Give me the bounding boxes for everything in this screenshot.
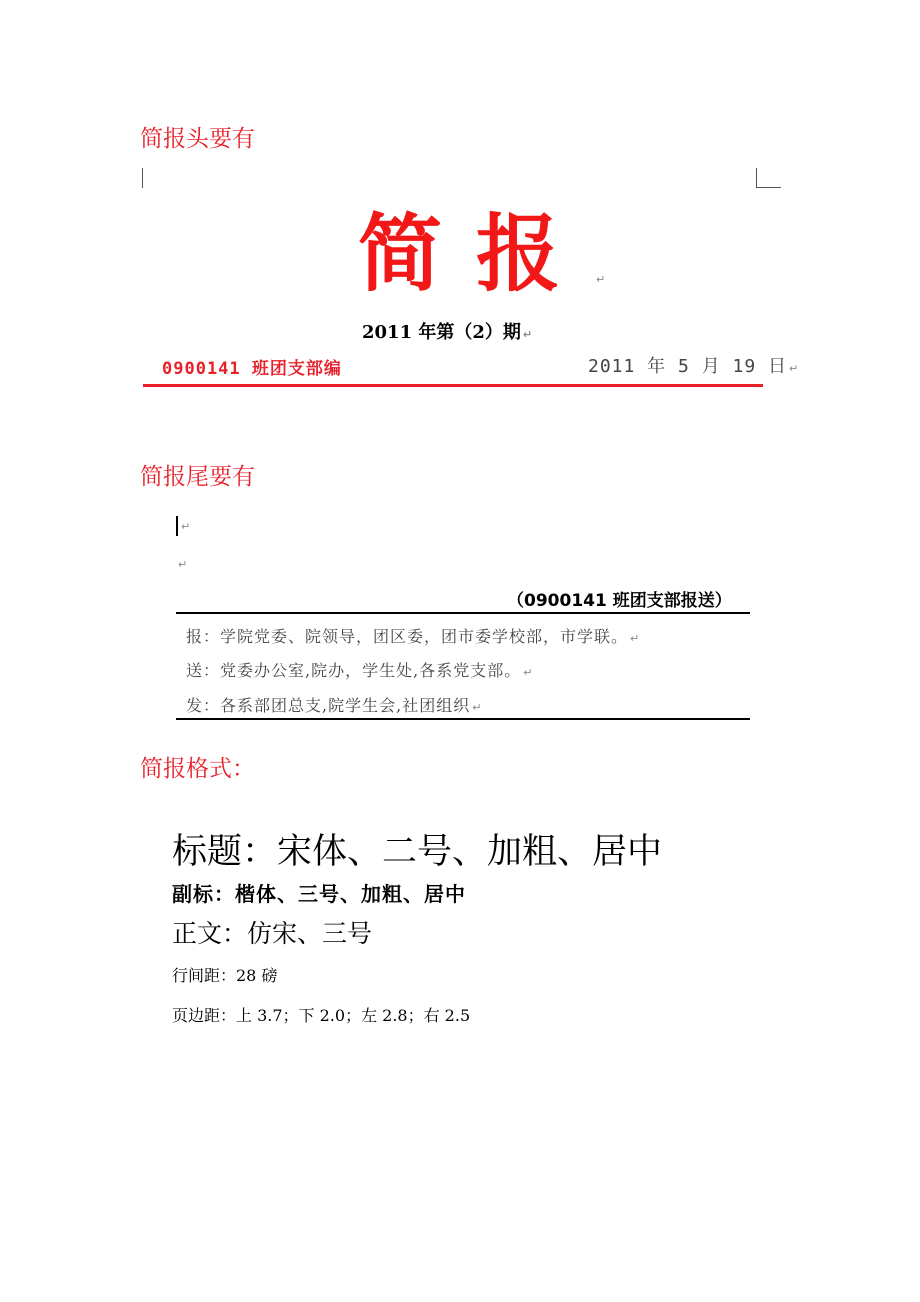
section-heading-format: 简报格式：	[140, 756, 255, 782]
row-text: 党委办公室,院办，学生处,各系党支部。	[220, 661, 522, 680]
format-title-spec: 标题：宋体、二号、加粗、居中	[172, 832, 663, 872]
masthead-title: 简报 ↵	[358, 205, 606, 303]
row-text: 各系部团总支,院学生会,社团组织	[220, 696, 471, 715]
text-cursor[interactable]	[176, 516, 178, 536]
format-page-margins: 页边距：上 3.7；下 2.0；左 2.8；右 2.5	[172, 1006, 471, 1025]
paragraph-mark: ↵	[472, 701, 483, 714]
distribution-row-issue	[186, 693, 482, 716]
paragraph-mark: ↵	[630, 632, 641, 645]
issue-date: 2011 年 5 月 19 日 ↵	[588, 356, 800, 377]
format-body-spec: 正文：仿宋、三号	[172, 919, 373, 948]
paragraph-mark: ↵	[523, 666, 534, 679]
row-text: 学院党委、院领导，团区委，团市委学校部，市学联。	[220, 627, 629, 646]
footer-bottom-rule	[176, 718, 750, 720]
distribution-row-report	[186, 624, 640, 647]
paragraph-mark: ↵	[178, 558, 188, 571]
crop-mark-left	[142, 168, 143, 188]
distribution-row-send	[186, 658, 533, 681]
footer-top-rule	[176, 612, 750, 614]
row-label: 送：	[186, 661, 221, 680]
section-heading-header: 简报头要有	[140, 126, 255, 152]
sender-line: （0900141 班团支部报送）	[507, 591, 732, 611]
masthead-red-rule	[143, 384, 763, 387]
format-subtitle-spec: 副标：楷体、三号、加粗、居中	[172, 882, 466, 906]
paragraph-mark: ↵	[789, 362, 800, 375]
crop-mark-right	[756, 168, 781, 188]
issue-number: 2011 年第（2）期 ↵	[362, 322, 533, 343]
row-label: 发：	[186, 696, 221, 715]
editor-line: 0900141 班团支部编	[162, 359, 342, 379]
row-label: 报：	[186, 627, 221, 646]
section-heading-footer: 简报尾要有	[140, 464, 255, 490]
format-line-spacing: 行间距：28 磅	[172, 966, 278, 985]
paragraph-mark: ↵	[181, 520, 191, 533]
paragraph-mark: ↵	[522, 328, 533, 341]
paragraph-mark: ↵	[596, 273, 606, 286]
